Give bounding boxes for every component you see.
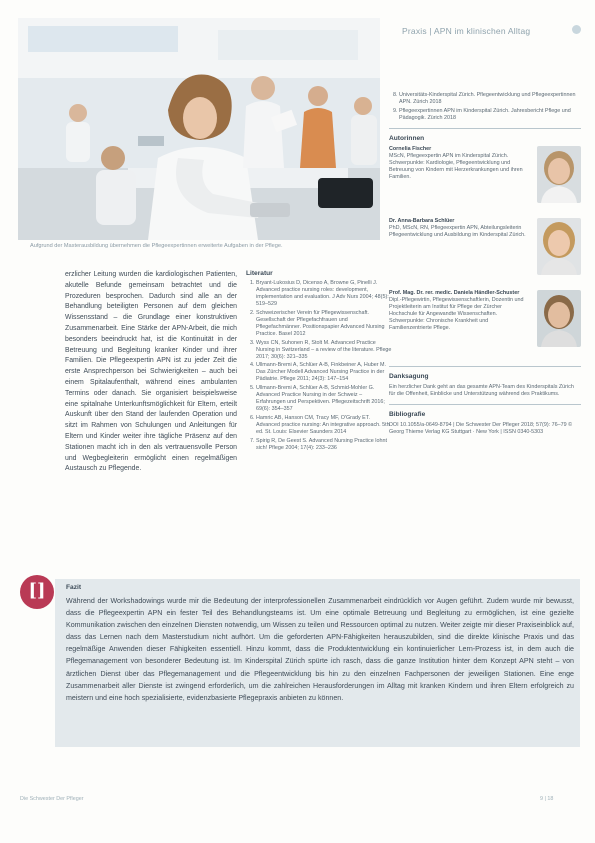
thanks-title: Danksagung <box>389 373 429 381</box>
running-head: Praxis | APN im klinischen Alltag <box>402 26 531 36</box>
thanks-text: Ein herzlicher Dank geht an das gesamte APN-Team des Kinderspitals Zürich für die Offenheit, Einblicke und Unterstützung während des Praktikums. <box>389 384 574 398</box>
author-entry <box>389 146 581 216</box>
bibliography-title: Bibliografie <box>389 411 426 419</box>
author-portrait <box>537 146 581 203</box>
literature-list <box>246 280 392 452</box>
divider <box>389 128 581 129</box>
literature-item: 9. Pflegeexpertinnen APN im Kinderspital Zürich. Jahresbericht Pflege und Pädagogik. Zürich 2018 <box>399 108 581 122</box>
portrait-illustration <box>537 218 581 275</box>
literature-item: 1. Bryant-Lukosius D, Dicenso A, Browne G, Pinelli J. Advanced practice nursing roles: development, implementation and evaluation. J Adv Nurs 2004; 48(5): 519–529 <box>256 280 392 308</box>
page-marker-icon <box>572 25 581 34</box>
author-text <box>389 218 529 239</box>
literature-continued-list <box>389 92 581 122</box>
author-portrait <box>537 290 581 347</box>
author-name: Dr. Anna-Barbara Schlüer <box>389 218 455 225</box>
portrait-illustration <box>537 290 581 347</box>
body-paragraph: erzlicher Leitung wurden die kardiologischen Patienten, akutelle Befunde gemeinsam betrachtet und die Prozeduren besprochen. Dadurch sind alle an der Behandlung beteiligten Personen auf dem gleichen Wissensstand – die Grundlage einer konstruktiven Zusammenarbeit. Eine Stärke der APN-Arbeit, die mich besonders beeindruckt hat, ist die Kontinuität in der Betreuung und Begleitung kranker Kinder und ihrer Familien. Die Pflegeexpertin APN ist zu jeder Zeit die erste Ansprechperson bei Schwierigkeiten – auch bei einem Spitalaufenthalt, während eines ambulanten Termins oder danach. Sie organisiert beispielsweise eine spitalnahe Unterkunftsmöglichkeit für Eltern, erteilt Auskunft über den Stand der laufenden Operation und sitzt im Rahmen von Schulungen und Anleitungen für Eltern und Kinder weiter ihre tägliche Präsenz auf den Stationen macht ich in den als vertrauensvolle Person und Wegbegleiterin ermöglicht einen regelmäßigen Austausch zu Pflegende. <box>65 271 237 473</box>
literature-item: 3. Wyss CN, Suhonen R, Stolt M. Advanced Practice Nursing in Switzerland – a review of the literature. Pflege 2017; 30(6): 321–335 <box>256 340 392 361</box>
author-bio: MScN, Pflegeexpertin APN im Kinderspital Zürich. Schwerpunkte: Kardiologie, Pflegeentwicklung und Betreuung von Kindern mit Herzerkrankungen und ihren Familien. <box>389 153 523 180</box>
author-bio: Dipl.-Pflegewirtin, Pflegewissenschaftlerin, Dozentin und Projektleiterin am Institut für Pflege der Zürcher Hochschule für Angewandte Wissenschaften. Schwerpunkte: Chronische Krankheit und Familienzentrierte Pflege. <box>389 297 524 331</box>
author-name: Cornelia Fischer <box>389 146 432 153</box>
literature-column <box>246 270 392 453</box>
literature-item: 6. Hamric AB, Hanson CM, Tracy MF, O'Grady ET. Advanced practice nursing: An integrative approach. 5th ed. St. Louis: Elsevier Saunders 2014 <box>256 415 392 436</box>
bracket-icon: [] <box>20 575 54 609</box>
author-entry <box>389 290 581 360</box>
fazit-text: Während der Workshadowings wurde mir die Bedeutung der interprofessionellen Zusammenarbeit eindrücklich vor Augen geführt. Zudem wurde mir bewusst, dass die Pflegeexpertin APN ein fester Teil des Behandlungsteams ist. Um eine optimale Betreuung und Begleitung zu ermöglichen, ist eine gezielte Kommunikation zwischen den einzelnen Diensten notwendig, um Wissen zu teilen und Ressourcen optimal zu nutzen. Weiter zeigte mir dieser Praxiseinblick auf, dass das Lernen nach dem Masterstudium nicht aufhört. Um die geforderten APN-Fähigkeiten herauszubilden, sind die direkte klinische Praxis und das regelmäßige Anwenden dieser Fähigkeiten essentiell. Hinzu kommt, dass die Produktentwicklung ein kontinuierlicher Lern-Prozess ist, in dem auch die Pflegemanagement von besonderer Bedeutung ist. Im Kinderspital Zürich spürte ich rasch, dass die ganze Institution hinter dem Konzept APN steht – von ärztlichen Dienst über das Pflegemanagement und die Pflegeentwicklung bis hin zu den einzelnen Fachpersonen der jeweiligen Stationen. Eine enge Zusammenarbeit aller Dienste ist zwingend erforderlich, um die zahlreichen Herausforderungen im Alltag mit kranken Kindern und ihren Eltern erfolgreich zu meistern und eine hoch spezialisierte, evidenzbasierte Pflegepraxis anbieten zu können. <box>66 597 574 702</box>
literature-item: 2. Schweizerischer Verein für Pflegewissenschaft. Gesellschaft der Pflegefachfrauen und Pflegefachmänner. Positionspapier Advanced Nursing Practice. Basel 2012 <box>256 310 392 338</box>
authors-title: Autorinnen <box>389 135 425 143</box>
fazit-title: Fazit <box>66 584 82 591</box>
footer-issue: 9 | 18 <box>540 796 554 802</box>
author-text <box>389 290 529 331</box>
photo-caption: Aufgrund der Masterausbildung übernehmen die Pflegeexpertinnen erweiterte Aufgaben in der Pflege. <box>30 243 283 249</box>
literature-item: 8. Universitäts-Kinderspital Zürich. Pflegeentwicklung und Pflegeexpertinnen APN. Zürich 2018 <box>399 92 581 106</box>
main-text-column <box>65 270 237 475</box>
literature-item: 5. Ullmann-Bremi A, Schlüer A-B, Schmid-Mohler G. Advanced Practice Nursing in der Schweiz – Erfahrungen und Perspektiven. Pflegezeitschrift 2016; 69(6): 354–357 <box>256 385 392 413</box>
author-bio: PhD, MScN, RN, Pflegeexpertin APN, Abteilungsleiterin Pflegeentwicklung und Ausbildung im Kinderspital Zürich. <box>389 225 526 238</box>
clinic-scene-illustration <box>18 18 380 240</box>
author-portrait <box>537 218 581 275</box>
portrait-illustration <box>537 146 581 203</box>
author-text <box>389 146 529 181</box>
bibliography-text: DOI 10.1055/a-0649-8794 | Die Schwester Der Pfleger 2018; 57(9): 76–79 © Georg Thieme Verlag KG Stuttgart · New York | ISSN 0340-5303 <box>389 422 573 436</box>
sidebar-column <box>389 92 581 436</box>
divider <box>389 404 581 405</box>
article-photo <box>18 18 380 240</box>
author-name: Prof. Mag. Dr. rer. medic. Daniela Händler-Schuster <box>389 290 520 297</box>
author-entry <box>389 218 581 288</box>
footer-journal: Die Schwester Der Pfleger <box>20 796 84 802</box>
literature-title: Literatur <box>246 270 273 277</box>
literature-item: 7. Spirig R, De Geest S. Advanced Nursing Practice lohnt sich! Pflege 2004; 17(4): 233–236 <box>256 438 392 452</box>
literature-item: 4. Ullmann-Bremi A, Schlüer A-B, Finkbeiner A, Huber M. Das Zürcher Modell Advanced Nursing Practice in der Pädiatrie. Pflege 2011; 24(3): 147–154 <box>256 362 392 383</box>
divider <box>389 366 581 367</box>
